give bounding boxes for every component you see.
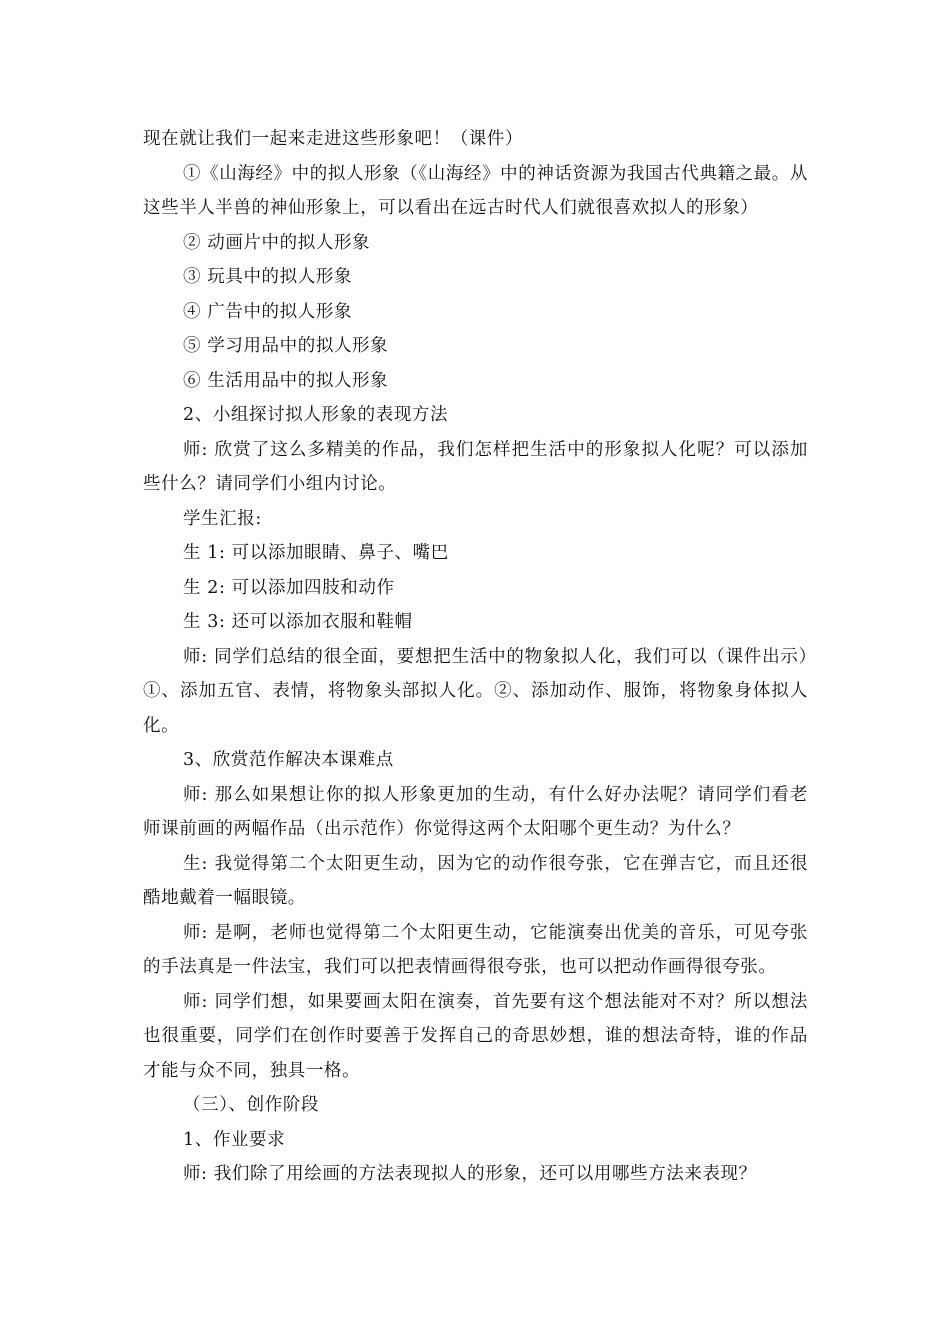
- paragraph-student-3: 生 3: 还可以添加衣服和鞋帽: [183, 612, 413, 632]
- list-item-daily-goods: ⑥ 生活用品中的拟人形象: [183, 370, 389, 391]
- paragraph-teacher-methods: 师: 我们除了用绘画的方法表现拟人的形象，还可以用哪些方法来表现？: [183, 1164, 757, 1184]
- paragraph-teacher-summary: 师: 同学们总结的很全面，要想把生活中的物象拟人化，我们可以（课件出示）①、添加五官、表情，将物象头部拟人化。②、添加动作、服饰，将物象身体拟人化。: [143, 646, 808, 736]
- list-item-shanhaijing: ①《山海经》中的拟人形象（《山海经》中的神话资源为我国古代典籍之最。从这些半人半兽的神仙形象上，可以看出在远古时代人们就很喜欢拟人的形象）: [143, 163, 808, 218]
- paragraph-student-2: 生 2: 可以添加四肢和动作: [183, 577, 395, 598]
- paragraph-intro: 现在就让我们一起来走进这些形象吧！（课件）: [143, 129, 524, 149]
- list-item-toys: ③ 玩具中的拟人形象: [183, 267, 353, 287]
- paragraph-teacher-sun-question: 师: 那么如果想让你的拟人形象更加的生动，有什么好办法呢？请同学们看老师课前画的两幅作品（出示范作）你觉得这两个太阳哪个更生动？为什么？: [143, 784, 808, 839]
- paragraph-teacher-exaggeration: 师: 是啊，老师也觉得第二个太阳更生动，它能演奏出优美的音乐，可见夸张的手法真是一件法宝，我们可以把表情画得很夸张，也可以把动作画得很夸张。: [143, 922, 808, 977]
- list-item-ads: ④ 广告中的拟人形象: [183, 301, 353, 322]
- paragraph-teacher-question: 师: 欣赏了这么多精美的作品，我们怎样把生活中的形象拟人化呢？可以添加些什么？请同学们小组内讨论。: [143, 439, 808, 494]
- document-body: [143, 122, 808, 1192]
- section-heading-homework: 1、作业要求: [183, 1129, 286, 1150]
- paragraph-student-sun-answer: 生: 我觉得第二个太阳更生动，因为它的动作很夸张，它在弹吉它，而且还很酷地戴着一幅眼镜。: [143, 853, 808, 908]
- paragraph-student-1: 生 1: 可以添加眼睛、鼻子、嘴巴: [183, 543, 449, 563]
- list-item-cartoon: ② 动画片中的拟人形象: [183, 232, 371, 253]
- paragraph-teacher-imagination: 师: 同学们想，如果要画太阳在演奏，首先要有这个想法能对不对？所以想法也很重要，同学们在创作时要善于发挥自己的奇思妙想，谁的想法奇特，谁的作品才能与众不同，独具一格。: [143, 991, 808, 1081]
- list-item-stationery: ⑤ 学习用品中的拟人形象: [183, 336, 389, 356]
- section-heading-creation-stage: （三）、创作阶段: [183, 1095, 320, 1115]
- section-heading-appreciation: 3、欣赏范作解决本课难点: [183, 750, 394, 770]
- section-heading-group-discussion: 2、小组探讨拟人形象的表现方法: [183, 405, 449, 425]
- paragraph-student-report: 学生汇报:: [183, 508, 262, 529]
